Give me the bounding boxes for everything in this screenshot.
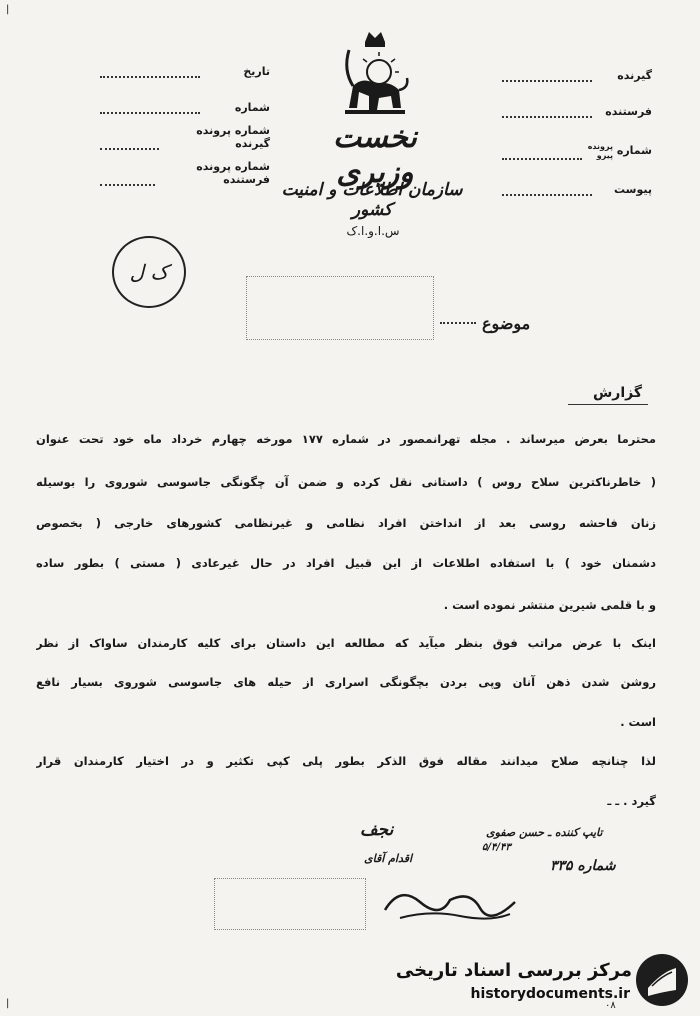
header-left-fields — [100, 62, 270, 186]
field-receiver-file: شماره پرونده گیرنده — [100, 134, 270, 150]
field-date: تاریخ — [100, 62, 270, 78]
typist-date: ۵/۴/۴۳ — [482, 842, 511, 853]
document-number: شماره ۳۳۵ — [550, 858, 616, 874]
body-line: دشمنان خود ) با استفاده اطلاعات از این قبیل افراد در حال غیرعادی ( مستی ) بطور ساده — [36, 556, 656, 570]
body-line: و با قلمی شیرین منتشر نموده است . — [443, 598, 656, 612]
lion-and-sun-emblem — [335, 30, 415, 125]
ministry-title: نخست وزیری — [333, 120, 417, 190]
report-heading-underline — [568, 404, 648, 405]
watermark-english: historydocuments.ir — [470, 986, 630, 1002]
edge-mark: | — [6, 4, 10, 15]
body-line: زنان فاحشه روسی بعد از انداختن افراد نظامی و غیرنظامی کشورهای خارجی ( بخصوص — [36, 516, 656, 530]
body-line: ( خاطرناکترین سلاح روس ) داستانی نقل کرده و ضمن آن چگونگی جاسوسی شوروی را بوسیله — [36, 475, 656, 489]
book-icon — [640, 958, 684, 1002]
circled-initials: ک ل — [112, 236, 186, 308]
watermark-persian: مرکز بررسی اسناد تاریخی — [395, 960, 632, 981]
field-ref-number: شماره پرونده پیرو — [502, 138, 652, 160]
typist-line: تایپ کننده ـ حسن صفوی — [486, 826, 603, 839]
header-right-fields — [502, 66, 652, 196]
field-sender-file: شماره پرونده فرستنده — [100, 170, 270, 186]
corner-number: ۰۸ — [605, 1000, 616, 1011]
handwritten-scribble — [380, 880, 520, 926]
field-attachment: پیوست — [502, 180, 652, 196]
organization-title: سازمان اطلاعات و امنیت کشور — [281, 180, 463, 220]
signature-najaf: نجف — [360, 820, 394, 840]
field-number: شماره — [100, 98, 270, 114]
field-recipient: گیرنده — [502, 66, 652, 82]
subject-label: موضوع — [482, 314, 531, 333]
organization-code: س.ا.و.ا.ک — [346, 224, 400, 238]
body-line: گیرد . ـ ـ — [607, 794, 656, 808]
body-line: اینک با عرض مراتب فوق بنظر میآید که مطالعه این داستان برای کلیه کارمندان ساواک از نظر — [36, 636, 656, 650]
field-sender: فرستنده — [502, 102, 652, 118]
faded-stamp-area — [246, 276, 434, 340]
report-heading: گزارش — [592, 385, 642, 401]
subject-dotted-line — [440, 322, 476, 324]
faded-stamp-bottom — [214, 878, 366, 930]
body-line: روشن شدن ذهن آنان وپی بردن بچگونگی اسراری از حیله های جاسوسی شوروی بسیار نافع — [36, 675, 656, 689]
edge-mark: | — [6, 998, 10, 1009]
body-line: محترما بعرض میرساند . مجله تهرانمصور در شماره ۱۷۷ مورخه چهارم خرداد ماه خود تحت عنوان — [36, 432, 656, 446]
action-note: اقدام آقای — [364, 852, 413, 865]
body-line: است . — [620, 715, 656, 729]
body-line: لذا چنانچه صلاح میدانند مقاله فوق الذکر بطور پلی کپی تکثیر و در اختیار کارمندان قرار — [36, 754, 656, 768]
